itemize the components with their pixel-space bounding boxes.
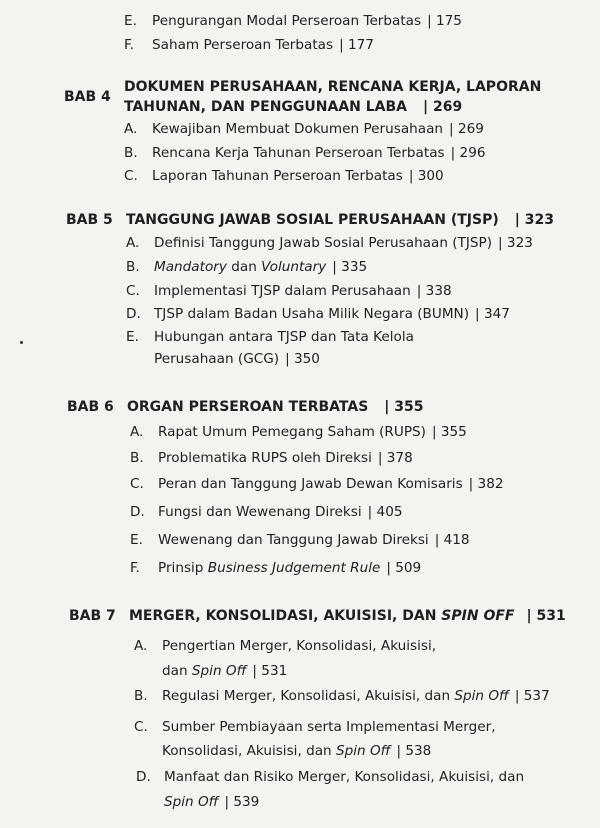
entry-text: Rencana Kerja Tahunan Perseroan Terbatas: [152, 145, 445, 161]
entry-letter: E.: [130, 532, 143, 548]
entry-letter: C.: [130, 476, 144, 492]
entry-page: | 382: [468, 476, 504, 492]
entry-text-italic: Spin Off: [191, 663, 247, 679]
entry-page: | 418: [434, 532, 470, 548]
entry-letter: B.: [130, 450, 144, 466]
entry-text: Rapat Umum Pemegang Saham (RUPS): [158, 424, 426, 440]
entry-letter: D.: [126, 306, 141, 322]
entry-letter: F.: [124, 37, 134, 53]
entry-text: Sumber Pembiayaan serta Implementasi Merger,: [162, 719, 496, 735]
entry-text: dan: [226, 259, 262, 275]
entry-text-italic: Mandatory: [154, 259, 227, 275]
entry-page: | 296: [450, 145, 486, 161]
chapter-page: | 269: [423, 99, 463, 115]
entry-page: | 300: [408, 168, 444, 184]
entry-text: Prinsip: [158, 560, 208, 576]
chapter-page: | 355: [384, 399, 424, 415]
entry-letter: C.: [134, 719, 148, 735]
entry-letter: D.: [130, 504, 145, 520]
chapter-title: TAHUNAN, DAN PENGGUNAAN LABA: [124, 99, 408, 115]
entry-page: | 335: [332, 259, 368, 275]
entry-page: | 378: [377, 450, 413, 466]
entry-page: | 538: [396, 743, 432, 759]
entry-letter: D.: [136, 769, 151, 785]
entry-letter: A.: [126, 235, 140, 251]
chapter-title: MERGER, KONSOLIDASI, AKUISISI, DAN: [129, 608, 442, 624]
chapter-title-italic: SPIN OFF: [441, 608, 515, 624]
chapter-page: | 323: [514, 212, 554, 228]
entry-page: | 509: [386, 560, 422, 576]
entry-page: | 347: [475, 306, 510, 322]
entry-letter: F.: [130, 560, 140, 576]
chapter-title: ORGAN PERSEROAN TERBATAS: [127, 399, 369, 415]
entry-letter: B.: [134, 688, 148, 704]
chapter-label: BAB 6: [67, 399, 114, 415]
entry-page: | 537: [514, 688, 550, 704]
entry-letter: A.: [130, 424, 144, 440]
entry-text: Konsolidasi, Akuisisi, dan: [162, 743, 336, 759]
entry-letter: B.: [126, 259, 140, 275]
entry-text-italic: Business Judgement Rule: [207, 560, 381, 576]
entry-letter: C.: [124, 168, 138, 184]
chapter-label: BAB 5: [66, 212, 113, 228]
entry-text: Definisi Tanggung Jawab Sosial Perusahaan (TJSP): [154, 235, 493, 251]
entry-letter: E.: [124, 13, 137, 29]
entry-page: | 539: [224, 794, 260, 810]
entry-text: Laporan Tahunan Perseroan Terbatas: [152, 168, 403, 184]
entry-text: Regulasi Merger, Konsolidasi, Akuisisi, dan: [162, 688, 455, 704]
entry-text: Pengurangan Modal Perseroan Terbatas: [152, 13, 422, 29]
chapter-label: BAB 4: [64, 89, 111, 105]
entry-page: | 323: [498, 235, 533, 251]
entry-letter: A.: [134, 638, 148, 654]
entry-page: | 338: [416, 283, 452, 299]
entry-page: | 405: [367, 504, 403, 520]
entry-text: Saham Perseroan Terbatas: [152, 37, 334, 53]
entry-page: | 269: [449, 121, 484, 137]
entry-page: | 531: [252, 663, 288, 679]
entry-text: Hubungan antara TJSP dan Tata Kelola: [154, 329, 414, 345]
entry-text: dan: [162, 663, 192, 679]
chapter-page: | 531: [526, 608, 566, 624]
entry-page: | 355: [431, 424, 467, 440]
entry-letter: A.: [124, 121, 138, 137]
entry-page: | 350: [285, 351, 320, 367]
entry-text: Problematika RUPS oleh Direksi: [158, 450, 372, 466]
entry-text-italic: Spin Off: [164, 794, 219, 810]
entry-letter: B.: [124, 145, 138, 161]
entry-text: Implementasi TJSP dalam Perusahaan: [154, 283, 411, 299]
entry-text: Wewenang dan Tanggung Jawab Direksi: [158, 532, 429, 548]
entry-text: Peran dan Tanggung Jawab Dewan Komisaris: [158, 476, 463, 492]
entry-text: Manfaat dan Risiko Merger, Konsolidasi, Akuisisi, dan: [164, 769, 525, 785]
entry-page: | 177: [339, 37, 374, 53]
chapter-label: BAB 7: [69, 608, 116, 624]
entry-page: | 175: [427, 13, 462, 29]
entry-text: Fungsi dan Wewenang Direksi: [158, 504, 362, 520]
entry-text-italic: Voluntary: [261, 259, 327, 275]
entry-text: Kewajiban Membuat Dokumen Perusahaan: [152, 121, 444, 137]
entry-letter: E.: [126, 329, 139, 345]
entry-text: Perusahaan (GCG): [154, 351, 280, 367]
entry-text-italic: Spin Off: [454, 688, 509, 704]
entry-letter: C.: [126, 283, 140, 299]
chapter-title: TANGGUNG JAWAB SOSIAL PERUSAHAAN (TJSP): [126, 212, 499, 228]
entry-text-italic: Spin Off: [335, 743, 391, 759]
chapter-title: DOKUMEN PERUSAHAAN, RENCANA KERJA, LAPORAN: [124, 79, 542, 95]
entry-text: TJSP dalam Badan Usaha Milik Negara (BUMN): [154, 306, 470, 322]
entry-text: Pengertian Merger, Konsolidasi, Akuisisi,: [162, 638, 437, 654]
stray-dot: [20, 341, 23, 344]
